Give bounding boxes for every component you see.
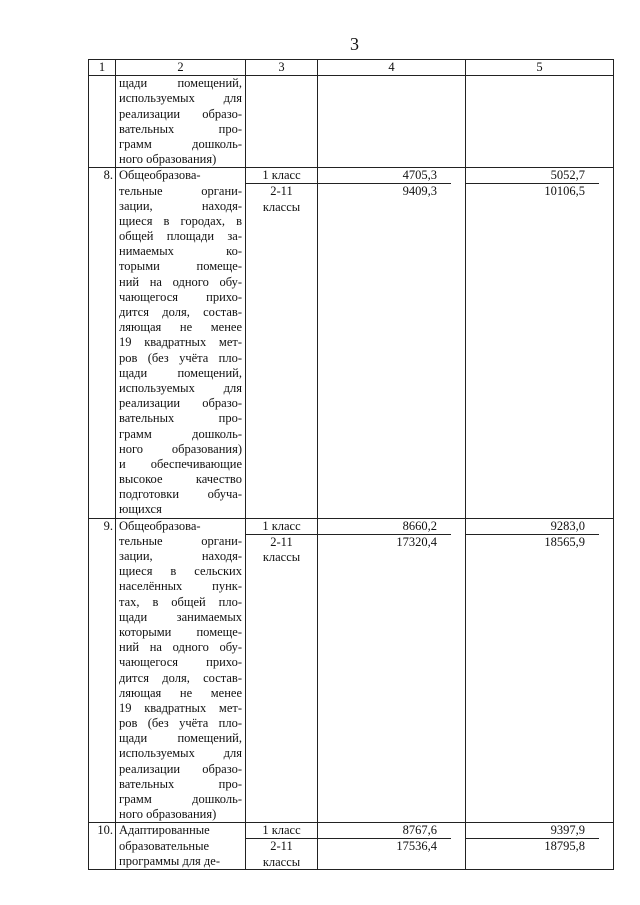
value-col4: 8660,2 bbox=[402, 518, 437, 533]
description-line: подготовки обуча- bbox=[119, 487, 242, 502]
row-number: 9. bbox=[89, 518, 116, 823]
description-line: ляющая не менее bbox=[119, 320, 242, 335]
description-line: реализации образо- bbox=[119, 396, 242, 411]
row-number: 10. bbox=[89, 823, 116, 870]
class-group-label-line2: классы bbox=[262, 854, 301, 869]
description-line: ний на одного обу- bbox=[119, 640, 242, 655]
page-number: 3 bbox=[350, 34, 359, 54]
description-line: зации, находя- bbox=[119, 198, 242, 213]
class-group-label: 2-11 bbox=[270, 184, 293, 199]
description-line: вательных про- bbox=[119, 776, 242, 791]
description-line: используемых для bbox=[119, 380, 242, 395]
description-line: реализации образо- bbox=[119, 761, 242, 776]
description-line: тельные органи- bbox=[119, 183, 242, 198]
description-line: щади помещений, bbox=[119, 76, 242, 91]
description-line: вательных про- bbox=[119, 121, 242, 136]
description-line: грамм дошколь- bbox=[119, 426, 242, 441]
value-col5: 9397,9 bbox=[550, 823, 585, 838]
description-line: Адаптированные bbox=[119, 823, 210, 838]
value-col4: 17320,4 bbox=[396, 534, 437, 549]
description-line: тельные органи- bbox=[119, 533, 242, 548]
description-line: щиеся в городах, в bbox=[119, 213, 242, 228]
description-line: Общеобразова- bbox=[119, 168, 201, 183]
description-line: щади занимаемых bbox=[119, 609, 242, 624]
description-cell bbox=[116, 168, 246, 518]
value-col5: 18565,9 bbox=[544, 534, 585, 549]
description-line: ров (без учёта пло- bbox=[119, 350, 242, 365]
value-col4: 17536,4 bbox=[396, 839, 437, 854]
class-group-label: 1 класс bbox=[262, 518, 301, 533]
class-group-cell bbox=[246, 168, 318, 518]
table-row bbox=[89, 518, 614, 823]
description-line: щади помещений, bbox=[119, 365, 242, 380]
description-line: щиеся в сельских bbox=[119, 564, 242, 579]
description-line: и обеспечивающие bbox=[119, 456, 242, 471]
description-line: 19 квадратных мет- bbox=[119, 335, 242, 350]
description-line: Общеобразова- bbox=[119, 518, 201, 533]
description-line: ного образования) bbox=[119, 441, 242, 456]
description-line: щади помещений, bbox=[119, 731, 242, 746]
description-line: 19 квадратных мет- bbox=[119, 700, 242, 715]
tariff-table bbox=[88, 59, 614, 870]
description-line: населённых пунк- bbox=[119, 579, 242, 594]
column-header: 3 bbox=[246, 60, 318, 76]
class-group-label: 2-11 bbox=[270, 534, 293, 549]
description-line: ров (без учёта пло- bbox=[119, 716, 242, 731]
description-cell bbox=[116, 823, 246, 870]
description-line: которыми помеще- bbox=[119, 624, 242, 639]
description-cell bbox=[116, 76, 246, 168]
table-row bbox=[89, 823, 614, 870]
value-col4-cell bbox=[318, 168, 466, 518]
value-col5: 5052,7 bbox=[550, 168, 585, 183]
row-number: 8. bbox=[89, 168, 116, 518]
value-col5-cell bbox=[466, 823, 614, 870]
class-group-label-line2: классы bbox=[262, 549, 301, 564]
description-line: ний на одного обу- bbox=[119, 274, 242, 289]
description-line: реализации образо- bbox=[119, 106, 242, 121]
class-group-label: 2-11 bbox=[270, 839, 293, 854]
description-line: дится доля, состав- bbox=[119, 670, 242, 685]
table-row bbox=[89, 168, 614, 518]
description-line: тах, в общей пло- bbox=[119, 594, 242, 609]
column-number-row bbox=[89, 60, 614, 76]
value-col4: 8767,6 bbox=[402, 823, 437, 838]
value-col5: 10106,5 bbox=[544, 184, 585, 199]
column-header: 5 bbox=[466, 60, 614, 76]
description-line: грамм дошколь- bbox=[119, 136, 242, 151]
description-line: высокое качество bbox=[119, 472, 242, 487]
class-group-label: 1 класс bbox=[262, 823, 301, 838]
description-line: нимаемых ко- bbox=[119, 244, 242, 259]
column-header: 1 bbox=[89, 60, 116, 76]
description-line: грамм дошколь- bbox=[119, 792, 242, 807]
description-line: ного образования) bbox=[119, 807, 217, 822]
column-header: 2 bbox=[116, 60, 246, 76]
value-col5: 18795,8 bbox=[544, 839, 585, 854]
description-line: чающегося прихо- bbox=[119, 289, 242, 304]
description-line: торыми помеще- bbox=[119, 259, 242, 274]
table-row-continuation bbox=[89, 76, 614, 168]
description-line: чающегося прихо- bbox=[119, 655, 242, 670]
value-col5-cell bbox=[466, 168, 614, 518]
class-group-cell bbox=[246, 518, 318, 823]
value-col4-cell bbox=[318, 518, 466, 823]
value-col5-cell bbox=[466, 518, 614, 823]
description-line: используемых для bbox=[119, 91, 242, 106]
description-line: ного образования) bbox=[119, 152, 217, 167]
class-group-label-line2: классы bbox=[262, 199, 301, 214]
value-col4-cell bbox=[318, 823, 466, 870]
value-col4: 9409,3 bbox=[402, 184, 437, 199]
description-line: программы для де- bbox=[119, 853, 221, 868]
description-line: общей площади за- bbox=[119, 229, 242, 244]
description-line: зации, находя- bbox=[119, 549, 242, 564]
description-line: ляющая не менее bbox=[119, 685, 242, 700]
class-group-cell bbox=[246, 823, 318, 870]
description-line: образовательные bbox=[119, 838, 210, 853]
description-line: используемых для bbox=[119, 746, 242, 761]
description-line: дится доля, состав- bbox=[119, 305, 242, 320]
description-line: вательных про- bbox=[119, 411, 242, 426]
value-col4: 4705,3 bbox=[402, 168, 437, 183]
description-cell bbox=[116, 518, 246, 823]
class-group-label: 1 класс bbox=[262, 168, 301, 183]
column-header: 4 bbox=[318, 60, 466, 76]
description-line: ющихся bbox=[119, 502, 162, 517]
value-col5: 9283,0 bbox=[550, 518, 585, 533]
